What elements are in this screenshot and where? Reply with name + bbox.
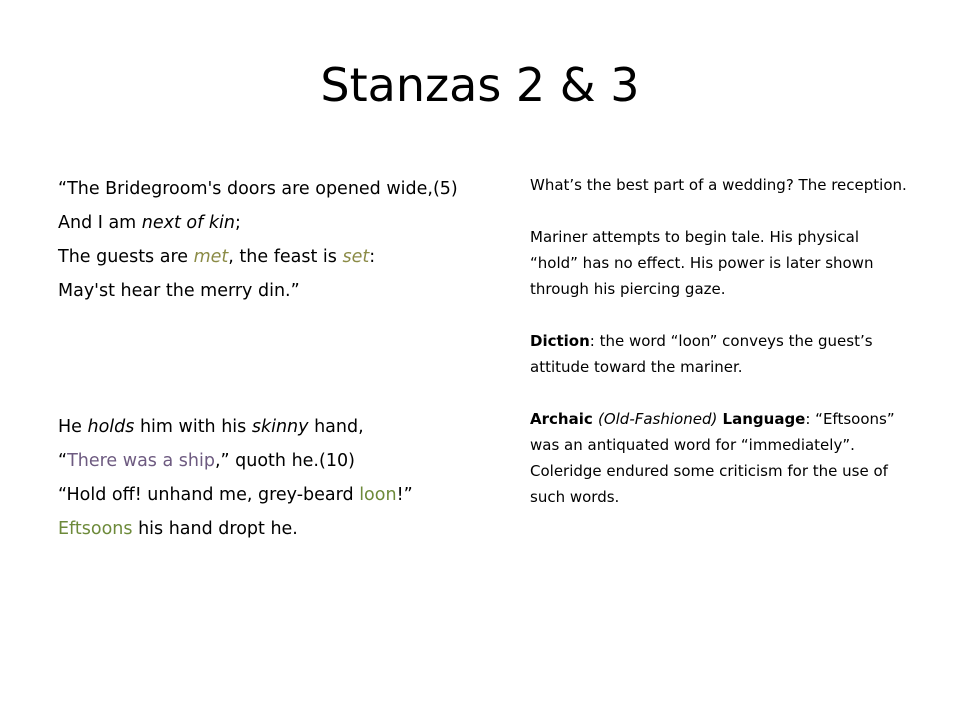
note-archaic-language: [530, 406, 910, 510]
text-fragment: “: [58, 451, 68, 471]
note-text: : the word “loon” conveys the guest’s attitude toward the mariner.: [530, 332, 873, 376]
stanza3-line2: [58, 444, 518, 478]
text-fragment: He: [58, 417, 88, 437]
highlight-loon: loon: [359, 485, 397, 505]
text-fragment: And I am: [58, 213, 142, 233]
note-label-archaic: Archaic: [530, 410, 598, 428]
text-fragment: hand,: [308, 417, 364, 437]
emphasis-holds: holds: [87, 417, 135, 437]
highlight-set: set: [342, 247, 370, 267]
stanza2-line1: “The Bridegroom's doors are opened wide,(5): [58, 179, 458, 199]
poem-excerpt: [58, 172, 518, 546]
text-fragment: , the feast is: [228, 247, 343, 267]
stanza3-line4: [58, 512, 518, 546]
stanza3-line3: [58, 478, 518, 512]
text-fragment: ;: [234, 213, 241, 233]
text-fragment: him with his: [134, 417, 252, 437]
text-fragment: :: [369, 247, 376, 267]
text-fragment: ,” quoth he.(10): [214, 451, 355, 471]
commentary-notes: [530, 172, 910, 510]
note-text: : “Eftsoons” was an antiquated word for “immediately”. Coleridge endured some criticism for the use of such words.: [530, 410, 895, 506]
emphasis-next-of-kin: next of kin: [141, 213, 235, 233]
stanza2-line3: [58, 240, 518, 274]
text-fragment: The guests are: [58, 247, 194, 267]
stanza3-line1: [58, 410, 518, 444]
emphasis-skinny: skinny: [251, 417, 309, 437]
note-label-language: Language: [717, 410, 806, 428]
stanza2-line4: May'st hear the merry din.”: [58, 281, 300, 301]
stanza-gap: [58, 308, 518, 410]
text-fragment: his hand dropt he.: [132, 519, 298, 539]
highlight-there-was-a-ship: There was a ship: [67, 451, 215, 471]
note-mariner-hold: Mariner attempts to begin tale. His physical “hold” has no effect. His power is later shown through his piercing gaze.: [530, 228, 874, 298]
text-fragment: “Hold off! unhand me, grey-beard: [58, 485, 360, 505]
note-wedding: What’s the best part of a wedding? The reception.: [530, 176, 907, 194]
highlight-eftsoons: Eftsoons: [58, 519, 133, 539]
slide-title: Stanzas 2 & 3: [320, 58, 640, 112]
stanza2-line2: [58, 206, 518, 240]
note-label-old-fashioned: (Old-Fashioned): [597, 410, 718, 428]
text-fragment: !”: [396, 485, 413, 505]
note-diction: [530, 328, 910, 380]
note-label-diction: Diction: [530, 332, 590, 350]
highlight-met: met: [193, 247, 229, 267]
